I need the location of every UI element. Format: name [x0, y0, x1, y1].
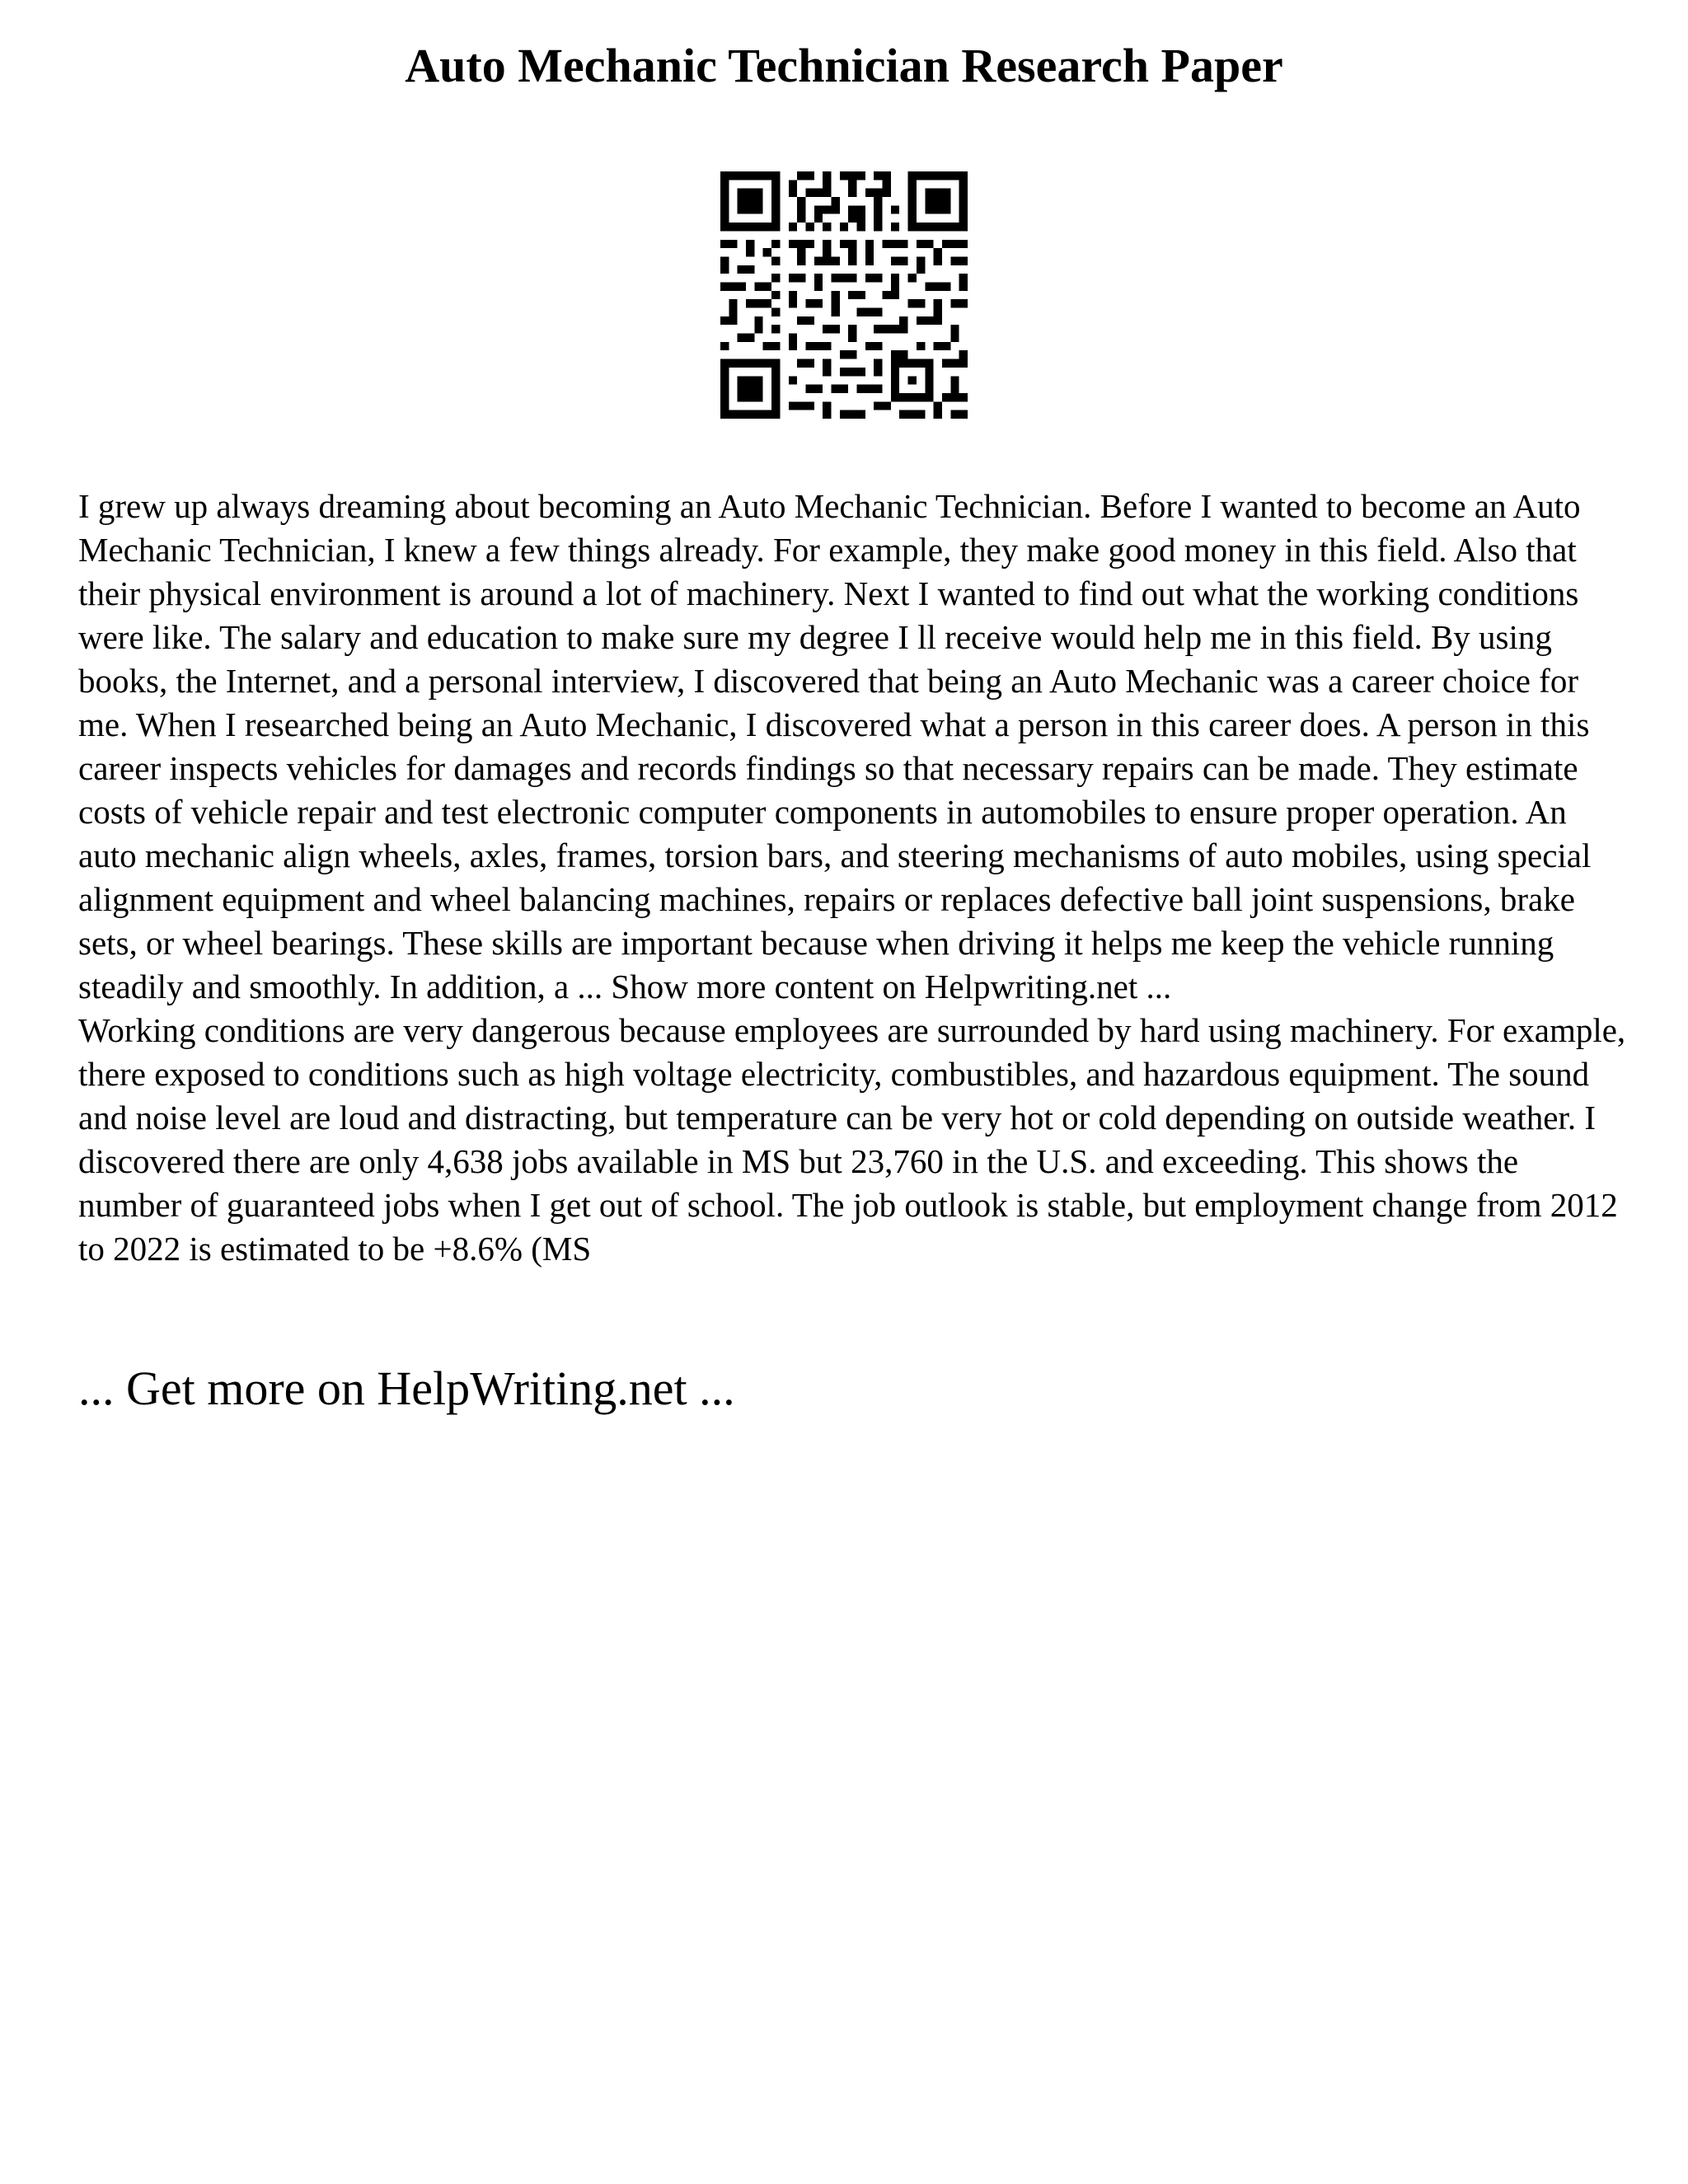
- paragraph-2: Working conditions are very dangerous because employees are surrounded by hard using machinery. For example, there exposed to conditions such as high voltage electricity, combustibles, and hazardous equipment. The sound and noise level are loud and distracting, but temperature can be very hot or cold depending on outside weather. I discovered there are only 4,638 jobs available in MS but 23,760 in the U.S. and exceeding. This shows the number of guaranteed jobs when I get out of school. The job outlook is stable, but employment change from 2012 to 2022 is estimated to be +8.6% (MS: [78, 1011, 1626, 1268]
- get-more-link[interactable]: ... Get more on HelpWriting.net ...: [78, 1361, 735, 1415]
- page-title: Auto Mechanic Technician Research Paper: [405, 39, 1283, 92]
- qr-code-icon: [720, 171, 968, 419]
- paragraph-1: I grew up always dreaming about becoming an Auto Mechanic Technician. Before I wanted to become an Auto Mechanic Technician, I knew a few things already. For example, they make good money in this field. Also that their physical environment is around a lot of machinery. Next I wanted to find out what the working conditions were like. The salary and education to make sure my degree I ll receive would help me in this field. By using books, the Internet, and a personal interview, I discovered that being an Auto Mechanic was a career choice for me. When I researched being an Auto Mechanic, I discovered what a person in this career does. A person in this career inspects vehicles for damages and records findings so that necessary repairs can be made. They estimate costs of vehicle repair and test electronic computer components in automobiles to ensure proper operation. An auto mechanic align wheels, axles, frames, torsion bars, and steering mechanisms of auto mobiles, using special alignment equipment and wheel balancing machines, repairs or replaces defective ball joint suspensions, brake sets, or wheel bearings. These skills are important because when driving it helps me keep the vehicle running steadily and smoothly. In addition, a ... Show more content on Helpwriting.net ...: [78, 487, 1592, 1005]
- body-text: [78, 485, 1628, 1271]
